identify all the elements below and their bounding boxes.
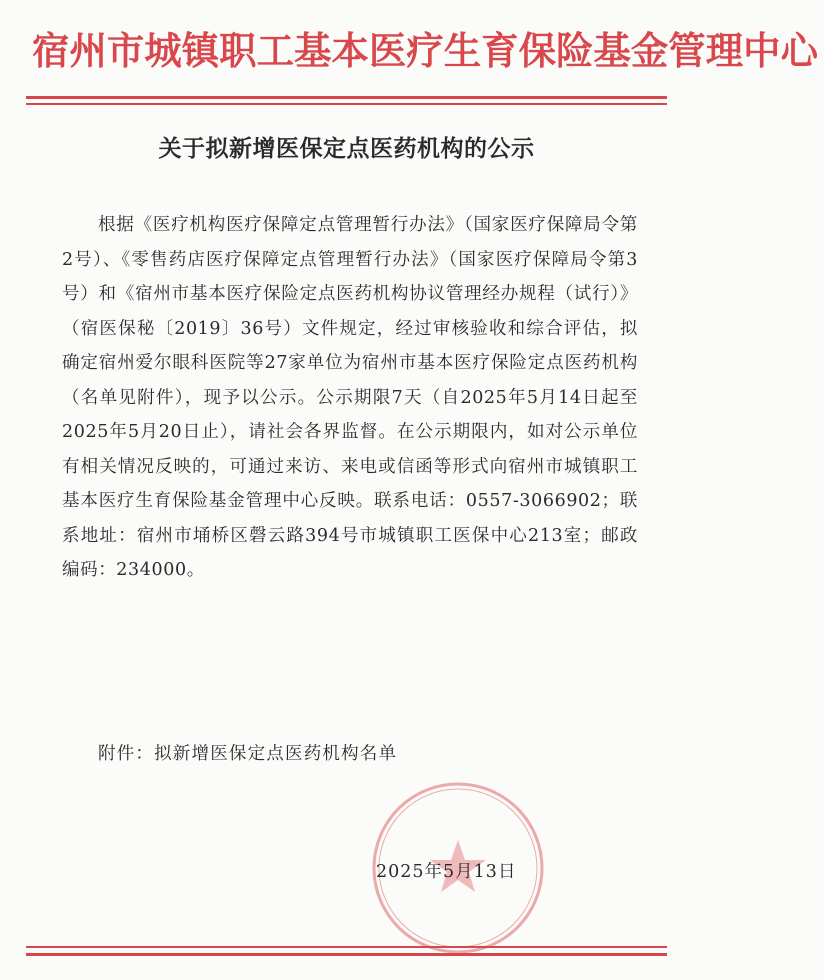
letterhead-rule-thin — [26, 103, 667, 105]
attachment-note: 附件：拟新增医保定点医药机构名单 — [98, 744, 398, 764]
footer-rule-thick — [26, 953, 667, 956]
letterhead-rule-thick — [26, 96, 667, 99]
letterhead — [26, 20, 819, 82]
document-title: 关于拟新增医保定点医药机构的公示 — [158, 135, 535, 162]
document-date: 2025年5月13日 — [376, 862, 517, 882]
document-body — [62, 208, 638, 588]
letterhead-org-name: 宿州市城镇职工基本医疗生育保险基金管理中心 — [31, 28, 819, 73]
footer-rule-thin — [26, 946, 667, 948]
body-paragraph: 根据《医疗机构医疗保障定点管理暂行办法》（国家医疗保障局令第2号）、《零售药店医疗保障定点管理暂行办法》（国家医疗保障局令第3号）和《宿州市基本医疗保险定点医药机构协议管理经办规程（试行）》（宿医保秘〔2019〕36号）文件规定，经过审核验收和综合评估，拟确定宿州爱尔眼科医院等27家单位为宿州市基本医疗保险定点医药机构（名单见附件），现予以公示。公示期限7天（自2025年5月14日起至2025年5月20日止），请社会各界监督。在公示期限内，如对公示单位有相关情况反映的，可通过来访、来电或信函等形式向宿州市城镇职工基本医疗生育保险基金管理中心反映。联系电话：0557-3066902；联系地址：宿州市埇桥区磬云路394号市城镇职工医保中心213室；邮政编码：234000。 — [62, 215, 638, 580]
